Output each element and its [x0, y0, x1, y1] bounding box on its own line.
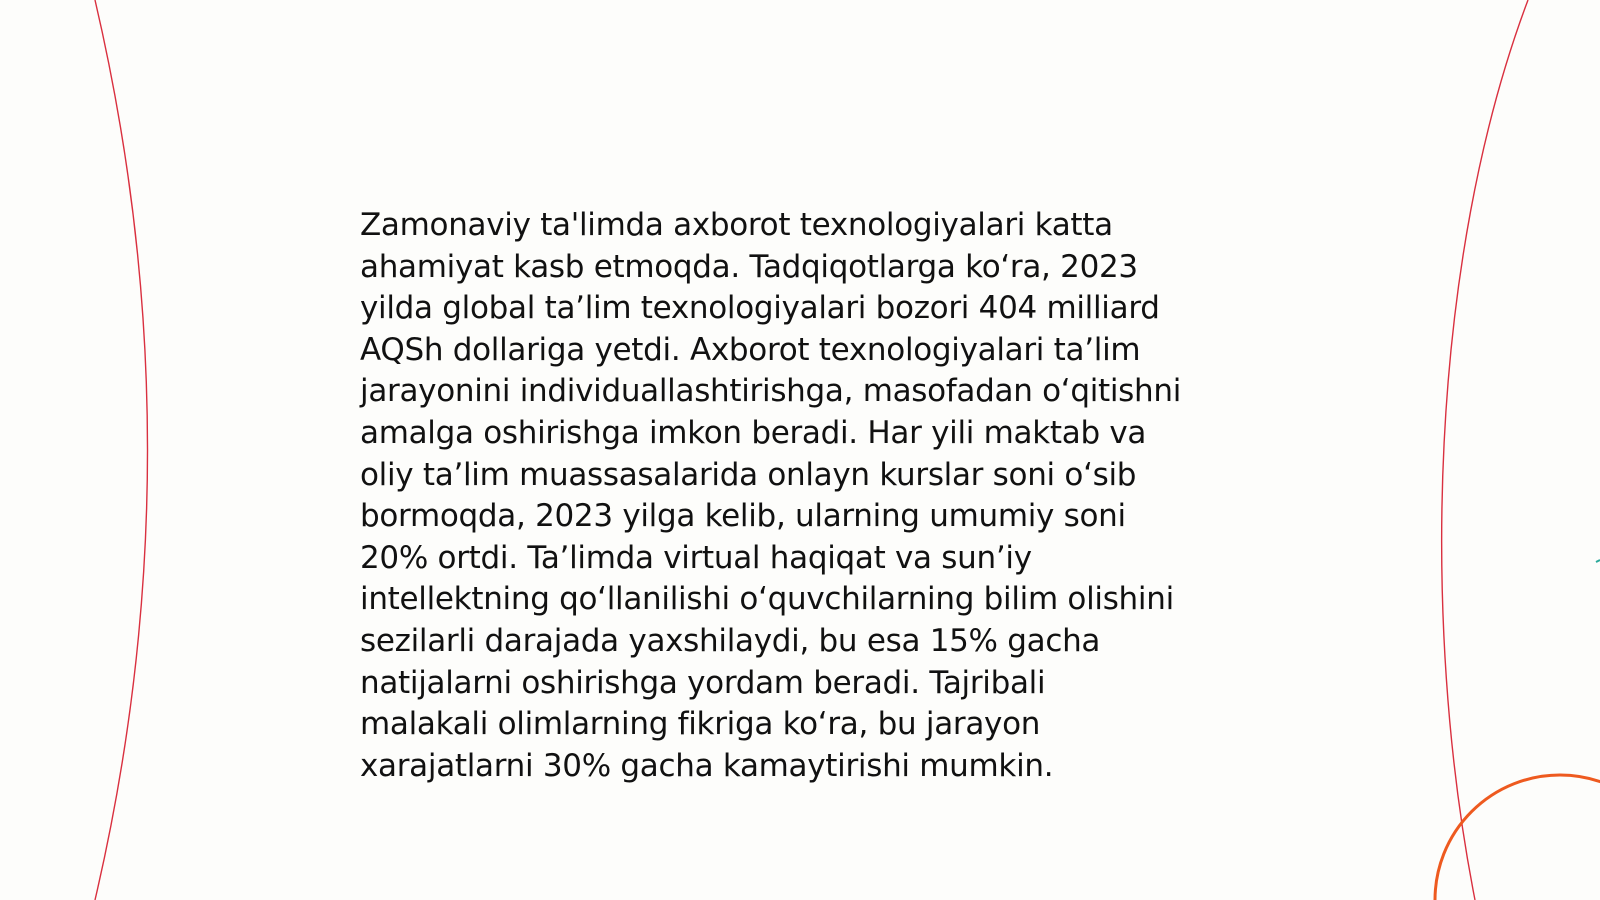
paragraph-line: 20% ortdi. Taʼlimda virtual haqiqat va sunʼiy: [360, 539, 1032, 576]
right-curve: [1442, 0, 1528, 900]
left-curve: [95, 0, 148, 900]
paragraph-line: AQSh dollariga yetdi. Axborot texnologiyalari taʼlim: [360, 331, 1141, 368]
paragraph-line: bormoqda, 2023 yilga kelib, ularning umumiy soni: [360, 498, 1126, 535]
teal-mark: [1596, 560, 1600, 562]
paragraph-line: sezilarli darajada yaxshilaydi, bu esa 15% gacha: [360, 622, 1101, 659]
paragraph-line: jarayonini individuallashtirishga, masofadan oʻqitishni: [360, 373, 1182, 410]
paragraph-line: natijalarni oshirishga yordam beradi. Tajribali: [360, 664, 1046, 701]
paragraph-line: oliy taʼlim muassasalarida onlayn kurslar soni oʻsib: [360, 456, 1137, 493]
paragraph-line: amalga oshirishga imkon beradi. Har yili maktab va: [360, 414, 1147, 451]
paragraph-line: intellektning qoʻllanilishi oʻquvchilarning bilim olishini: [360, 581, 1174, 618]
paragraph-line: yilda global taʼlim texnologiyalari bozori 404 milliard: [360, 290, 1160, 327]
paragraph-line: ahamiyat kasb etmoqda. Tadqiqotlarga koʻra, 2023: [360, 248, 1138, 285]
paragraph-line: xarajatlarni 30% gacha kamaytirishi mumkin.: [360, 747, 1054, 784]
paragraph-line: Zamonaviy ta'limda axborot texnologiyalari katta: [360, 207, 1113, 243]
paragraph-line: malakali olimlarning fikriga koʻra, bu jarayon: [360, 706, 1041, 743]
orange-circle: [1435, 775, 1600, 900]
body-paragraph: [360, 205, 1240, 787]
